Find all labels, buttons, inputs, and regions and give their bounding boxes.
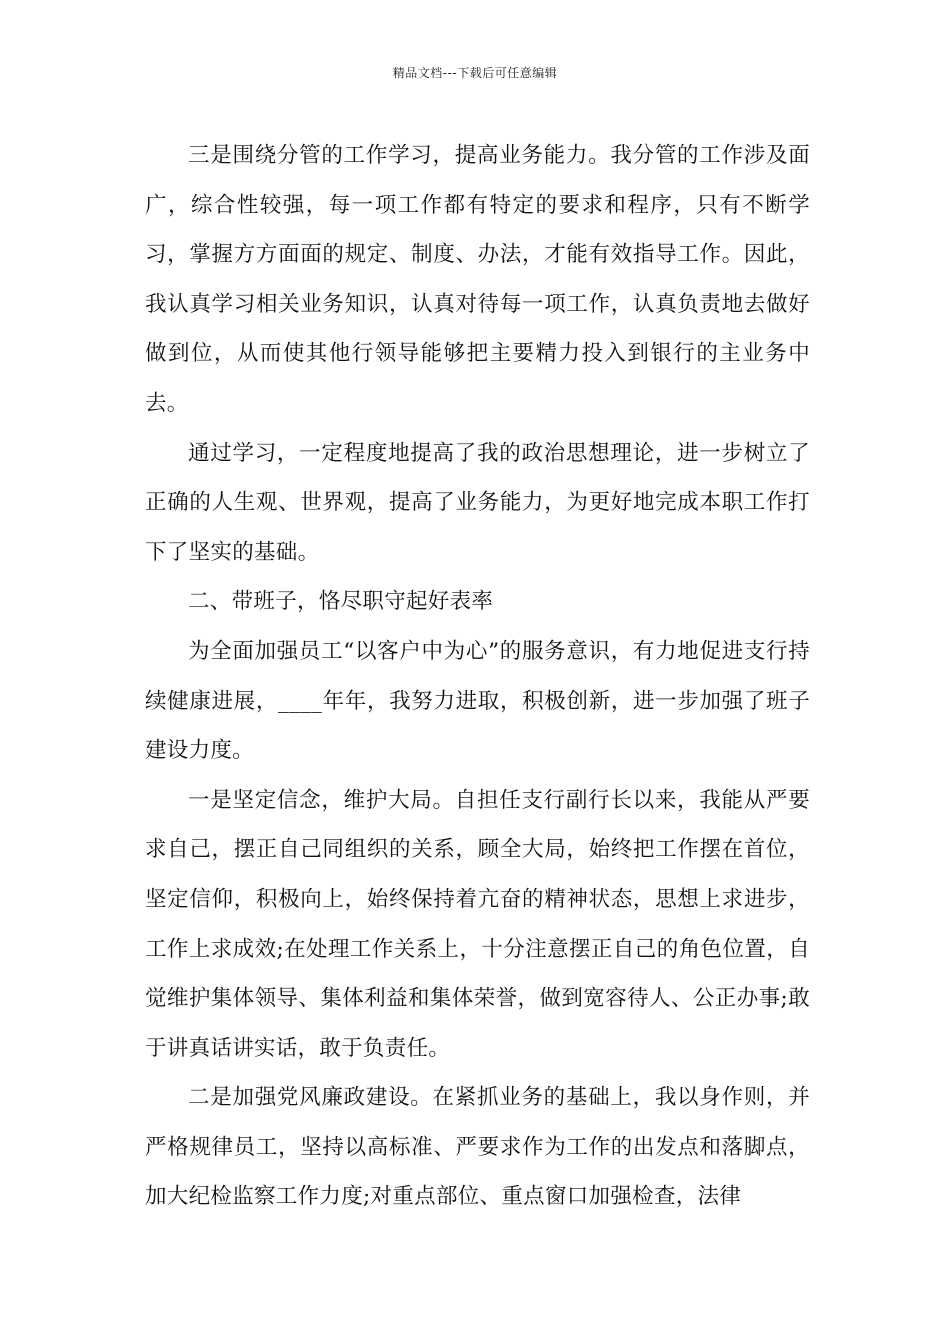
paragraph-firm-belief: 一是坚定信念，维护大局。自担任支行副行长以来，我能从严要求自己，摆正自己同组织的关系，顾全大局，始终把工作摆在首位，坚定信仰，积极向上，始终保持着亢奋的精神状态，思想上求进步，工作上求成效;在处理工作关系上，十分注意摆正自己的角色位置，自觉维护集体领导、集体利益和集体荣誉，做到宽容待人、公正办事;敢于讲真话讲实话，敢于负责任。 (145, 787, 810, 1061)
paragraph-integrity: 二是加强党风廉政建设。在紧抓业务的基础上，我以身作则，并严格规律员工，坚持以高标准、严要求作为工作的出发点和落脚点，加大纪检监察工作力度;对重点部位、重点窗口加强检查，法律 (145, 1085, 810, 1210)
paragraph-skill-study: 三是围绕分管的工作学习，提高业务能力。我分管的工作涉及面广，综合性较强，每一项工作都有特定的要求和程序，只有不断学习，掌握方方面面的规定、制度、办法，才能有效指导工作。因此，我认真学习相关业务知识，认真对待每一项工作，认真负责地去做好做到位，从而使其他行领导能够把主要精力投入到银行的主业务中去。 (145, 143, 810, 416)
paragraph-service-awareness: 为全面加强员工“以客户中为心”的服务意识，有力地促进支行持续健康进展，____年年，我努力进取，积极创新，进一步加强了班子建设力度。 (145, 638, 810, 764)
section-heading-team-leadership: 二、带班子，恪尽职守起好表率 (188, 589, 494, 615)
document-body (145, 131, 810, 1222)
page-header: 精品文档---下载后可任意编辑 (392, 66, 558, 80)
paragraph-study-result: 通过学习，一定程度地提高了我的政治思想理论，进一步树立了正确的人生观、世界观，提高了业务能力，为更好地完成本职工作打下了坚实的基础。 (145, 440, 810, 565)
